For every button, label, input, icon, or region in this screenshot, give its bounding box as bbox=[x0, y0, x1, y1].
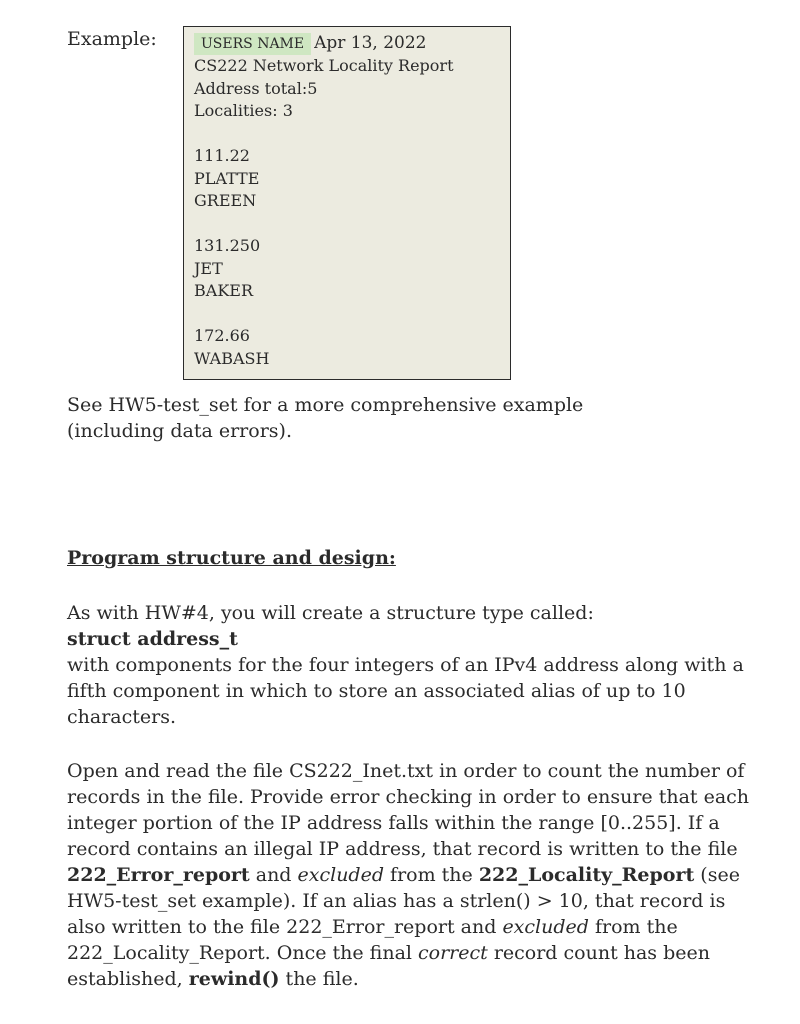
see-note bbox=[67, 392, 707, 444]
paragraph-text: record count has been established, bbox=[67, 942, 710, 990]
section-heading: Program structure and design: bbox=[67, 547, 396, 569]
struct-description: with components for the four integers of an IPv4 address along with a fifth component in which to store an associated alias of up to 10 characters. bbox=[67, 654, 744, 728]
paragraph-text: from the bbox=[384, 864, 479, 886]
struct-paragraph bbox=[67, 600, 767, 730]
rewind-function: rewind() bbox=[188, 968, 280, 990]
struct-intro: As with HW#4, you will create a structure type called: bbox=[67, 602, 594, 624]
alias-name: JET bbox=[194, 258, 223, 278]
report-title: CS222 Network Locality Report bbox=[194, 56, 454, 75]
paragraph-text: from the 222_Locality_Report. Once the final bbox=[67, 916, 678, 964]
see-note-line: (including data errors). bbox=[67, 420, 292, 442]
network-address: 172.66 bbox=[194, 326, 250, 345]
excluded-emphasis: excluded bbox=[297, 864, 384, 886]
network-address: 131.250 bbox=[194, 236, 261, 255]
alias-name: BAKER bbox=[194, 281, 253, 300]
processing-paragraph bbox=[67, 758, 767, 992]
struct-name: struct address_t bbox=[67, 628, 238, 650]
alias-name: PLATTE bbox=[194, 168, 260, 188]
see-note-line: See HW5-test_set for a more comprehensive example bbox=[67, 394, 584, 416]
excluded-emphasis: excluded bbox=[502, 916, 589, 938]
paragraph-text: (see HW5-test_set example). If an alias has a strlen() > 10, that record is also written to the file 222_Error_report and bbox=[67, 864, 740, 938]
error-report-filename: 222_Error_report bbox=[67, 864, 250, 886]
localities-count: Localities: 3 bbox=[194, 101, 293, 120]
report-header-line bbox=[194, 32, 510, 55]
example-label: Example: bbox=[67, 28, 157, 50]
correct-emphasis: correct bbox=[418, 942, 488, 964]
alias-name: WABASH bbox=[194, 348, 270, 368]
paragraph-text: the file. bbox=[279, 968, 359, 990]
paragraph-text: and bbox=[249, 864, 298, 886]
address-total: Address total:5 bbox=[194, 78, 318, 98]
network-address: 111.22 bbox=[194, 146, 250, 165]
alias-name: GREEN bbox=[194, 191, 257, 210]
paragraph-text: Open and read the file CS222_Inet.txt in order to count the number of records in the file. Provide error checking in order to ensure that each integer portion of the IP address falls within the range [0..255]. If a record contains an illegal IP address, that record is written to the file bbox=[67, 760, 750, 860]
report-example-box bbox=[183, 26, 511, 380]
users-name-badge: USERS NAME bbox=[194, 33, 311, 55]
report-date: Apr 13, 2022 bbox=[314, 33, 427, 53]
locality-report-filename: 222_Locality_Report bbox=[478, 864, 695, 886]
